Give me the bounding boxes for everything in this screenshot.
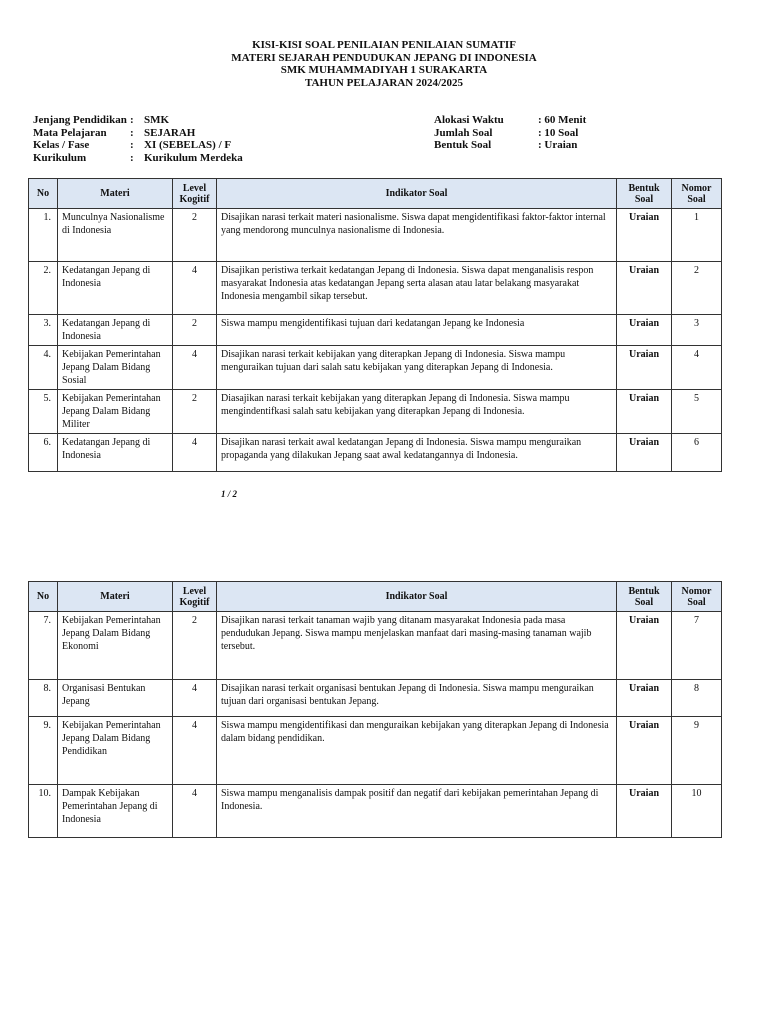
meta-sep: : — [130, 151, 134, 164]
meta-row — [434, 139, 586, 152]
cell-no: 9. — [29, 717, 58, 785]
cell-nomor: 9 — [672, 717, 722, 785]
meta-value: SMK — [144, 114, 170, 126]
cell-materi: Organisasi Bentukan Jepang — [58, 680, 173, 717]
cell-materi: Kedatangan Jepang di Indonesia — [58, 434, 173, 472]
meta-key: Alokasi Waktu — [434, 114, 504, 126]
cell-level: 2 — [173, 612, 217, 680]
meta-row — [434, 114, 586, 127]
meta-key: Jumlah Soal — [434, 126, 493, 139]
header-bentuk: Bentuk Soal — [617, 179, 672, 209]
title-line: SMK MUHAMMADIYAH 1 SURAKARTA — [280, 64, 488, 76]
kisi-kisi-table-page1 — [28, 178, 722, 472]
header-level: Level Kogitif — [173, 582, 217, 612]
cell-indikator: Disajikan narasi terkait tanaman wajib yang ditanam masyarakat Indonesia pada masa pendudukan Jepang. Siswa mampu menjelaskan manfaat dari masing-masing tanaman wajib tersebut. — [217, 612, 617, 680]
cell-level: 2 — [173, 209, 217, 262]
cell-indikator: Diasajikan narasi terkait kebijakan yang diterapkan Jepang di Indonesia. Siswa mampu mengindentifkasi salah satu kebijakan yang diterapkan Jepang di Indonesia. — [217, 390, 617, 434]
meta-row — [33, 139, 243, 152]
cell-nomor: 2 — [672, 262, 722, 315]
table-header-row — [29, 179, 722, 209]
meta-row — [33, 114, 243, 127]
cell-bentuk: Uraian — [617, 390, 672, 434]
header-level: Level Kogitif — [173, 179, 217, 209]
header-materi: Materi — [58, 179, 173, 209]
cell-nomor: 10 — [672, 785, 722, 838]
meta-key: Bentuk Soal — [434, 139, 492, 151]
cell-level: 4 — [173, 346, 217, 390]
cell-materi: Munculnya Nasionalisme di Indonesia — [58, 209, 173, 262]
meta-info-right — [434, 114, 586, 152]
meta-key: Mata Pelajaran — [33, 126, 107, 139]
cell-materi: Kedatangan Jepang di Indonesia — [58, 315, 173, 346]
cell-nomor: 8 — [672, 680, 722, 717]
cell-no: 4. — [29, 346, 58, 390]
cell-level: 2 — [173, 315, 217, 346]
meta-value: SEJARAH — [144, 126, 196, 139]
cell-no: 1. — [29, 209, 58, 262]
cell-materi: Kedatangan Jepang di Indonesia — [58, 262, 173, 315]
header-bentuk: Bentuk Soal — [617, 582, 672, 612]
cell-bentuk: Uraian — [617, 717, 672, 785]
cell-indikator: Siswa mampu mengidentifikasi dan menguraikan kebijakan yang diterapkan Jepang di Indonesia dalam bidang pendidikan. — [217, 717, 617, 785]
cell-no: 5. — [29, 390, 58, 434]
cell-no: 10. — [29, 785, 58, 838]
cell-nomor: 5 — [672, 390, 722, 434]
table-row — [29, 209, 722, 262]
cell-no: 7. — [29, 612, 58, 680]
header-no: No — [29, 179, 58, 209]
meta-key: Kurikulum — [33, 151, 87, 164]
cell-materi: Kebijakan Pemerintahan Jepang Dalam Bidang Ekonomi — [58, 612, 173, 680]
cell-materi: Kebijakan Pemerintahan Jepang Dalam Bidang Militer — [58, 390, 173, 434]
kisi-kisi-table-page2 — [28, 581, 722, 838]
table-row — [29, 785, 722, 838]
cell-bentuk: Uraian — [617, 612, 672, 680]
header-nomor: Nomor Soal — [672, 179, 722, 209]
cell-level: 4 — [173, 680, 217, 717]
table-header-row — [29, 582, 722, 612]
cell-indikator: Disajikan narasi terkait materi nasionalisme. Siswa dapat mengidentifikasi faktor-faktor internal yang mendorong munculnya nasionalisme di Indonesia. — [217, 209, 617, 262]
cell-materi: Kebijakan Pemerintahan Jepang Dalam Bidang Pendidikan — [58, 717, 173, 785]
cell-level: 4 — [173, 262, 217, 315]
cell-nomor: 7 — [672, 612, 722, 680]
cell-level: 2 — [173, 390, 217, 434]
cell-nomor: 4 — [672, 346, 722, 390]
cell-bentuk: Uraian — [617, 315, 672, 346]
table-row — [29, 315, 722, 346]
cell-no: 6. — [29, 434, 58, 472]
cell-bentuk: Uraian — [617, 262, 672, 315]
cell-materi: Kebijakan Pemerintahan Jepang Dalam Bidang Sosial — [58, 346, 173, 390]
title-line: MATERI SEJARAH PENDUDUKAN JEPANG DI INDONESIA — [231, 51, 537, 64]
meta-value: : 60 Menit — [538, 114, 587, 126]
cell-bentuk: Uraian — [617, 785, 672, 838]
cell-bentuk: Uraian — [617, 680, 672, 717]
page-number: 1 / 2 — [221, 489, 238, 499]
table-row — [29, 346, 722, 390]
meta-value: : 10 Soal — [538, 126, 579, 139]
table-row — [29, 434, 722, 472]
cell-bentuk: Uraian — [617, 434, 672, 472]
cell-indikator: Disajikan narasi terkait kebijakan yang diterapkan Jepang di Indonesia. Siswa mampu menguraikan tujuan dari salah satu kebijakan yang diterapkan Jepang di Indonesia. — [217, 346, 617, 390]
cell-bentuk: Uraian — [617, 346, 672, 390]
cell-level: 4 — [173, 717, 217, 785]
meta-sep: : — [130, 114, 134, 126]
meta-row — [434, 127, 586, 140]
meta-row — [33, 127, 243, 140]
table-row — [29, 612, 722, 680]
meta-value: Kurikulum Merdeka — [144, 151, 243, 164]
meta-info-left — [33, 114, 243, 164]
cell-indikator: Disajikan narasi terkait awal kedatangan Jepang di Indonesia. Siswa mampu menguraikan propaganda yang dilakukan Jepang saat awal kedatangannya di Indonesia. — [217, 434, 617, 472]
meta-value: : Uraian — [538, 139, 578, 151]
meta-sep: : — [130, 126, 134, 139]
meta-key: Jenjang Pendidikan — [33, 114, 127, 126]
cell-bentuk: Uraian — [617, 209, 672, 262]
header-no: No — [29, 582, 58, 612]
meta-value: XI (SEBELAS) / F — [144, 139, 232, 151]
meta-sep: : — [130, 139, 134, 151]
header-indikator: Indikator Soal — [217, 179, 617, 209]
table-row — [29, 717, 722, 785]
cell-materi: Dampak Kebijakan Pemerintahan Jepang di Indonesia — [58, 785, 173, 838]
cell-level: 4 — [173, 785, 217, 838]
cell-nomor: 3 — [672, 315, 722, 346]
header-nomor: Nomor Soal — [672, 582, 722, 612]
cell-no: 3. — [29, 315, 58, 346]
header-materi: Materi — [58, 582, 173, 612]
cell-nomor: 1 — [672, 209, 722, 262]
cell-indikator: Siswa mampu menganalisis dampak positif dan negatif dari kebijakan pemerintahan Jepang di Indonesia. — [217, 785, 617, 838]
table-row — [29, 262, 722, 315]
cell-indikator: Disajikan peristiwa terkait kedatangan Jepang di Indonesia. Siswa dapat menganalisis respon masyarakat Indonesia atas kedatangan Jepang serta alasan atau latar belakang masyarakat Indonesia mengambil sikap tersebut. — [217, 262, 617, 315]
header-indikator: Indikator Soal — [217, 582, 617, 612]
cell-nomor: 6 — [672, 434, 722, 472]
cell-level: 4 — [173, 434, 217, 472]
meta-row — [33, 152, 243, 165]
cell-no: 8. — [29, 680, 58, 717]
table-row — [29, 390, 722, 434]
table-row — [29, 680, 722, 717]
title-line: KISI-KISI SOAL PENILAIAN PENILAIAN SUMATIF — [252, 39, 516, 51]
cell-indikator: Siswa mampu mengidentifikasi tujuan dari kedatangan Jepang ke Indonesia — [217, 315, 617, 346]
document-title — [0, 39, 768, 89]
cell-no: 2. — [29, 262, 58, 315]
meta-key: Kelas / Fase — [33, 139, 90, 151]
title-line: TAHUN PELAJARAN 2024/2025 — [304, 76, 464, 89]
cell-indikator: Disajikan narasi terkait organisasi bentukan Jepang di Indonesia. Siswa mampu menguraikan tujuan dari organisasi bentukan Jepang. — [217, 680, 617, 717]
